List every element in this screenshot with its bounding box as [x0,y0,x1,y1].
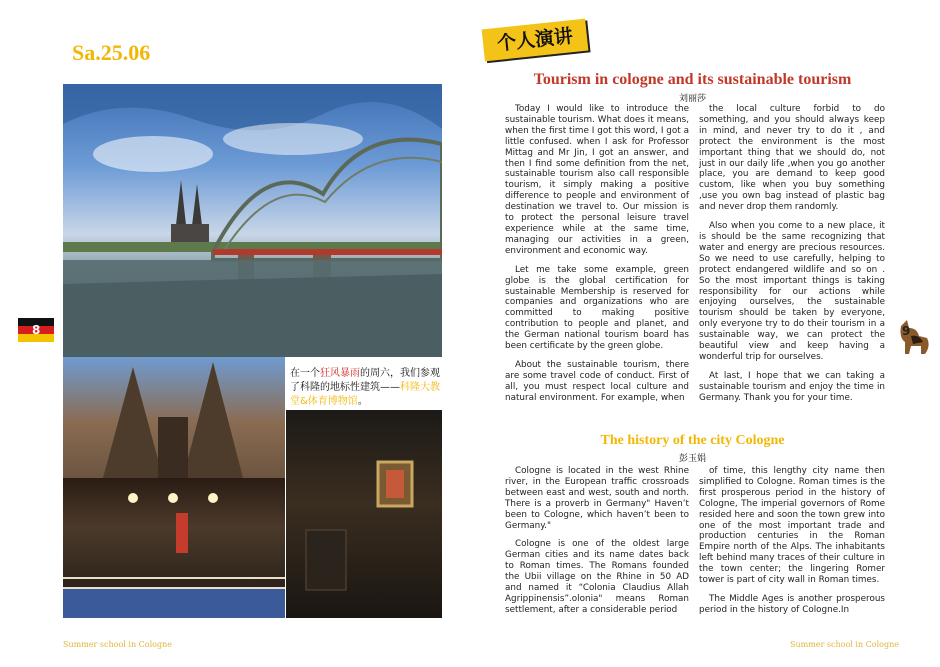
cathedral-illustration [63,357,285,478]
photo-caption: 在一个狂风暴雨的周六，我们参观了科隆的地标性建筑——科隆大教堂&体育博物馆。 [290,368,440,407]
footer-right: Summer school in Cologne [790,640,899,649]
article1-column-1 [505,104,689,412]
article1-title: Tourism in cologne and its sustainable tourism [533,71,852,88]
bridge-cathedral-photo [63,84,442,357]
bridge-illustration [63,84,442,357]
paragraph: Let me take some example, green globe is the global certification for sustainable Membership is reserved for companies and organizations who are committed to making positive contribution to people and planet, and the German national tourism board has been certificate by the green globe. [505,264,689,352]
issue-date: Sa.25.06 [72,40,151,65]
paragraph: the local culture forbid to do something, and you should always keep in mind, and never try to do it , and protect the environment is the most important thing that we should do, not just in our daily life ,when you go another place, you are demand to keep good custom, like when you buy something ,use you own bag instead of plastic bag and never drop them randomly. [699,104,885,213]
museum-exhibit-photo [286,410,442,618]
section-badge: 个人演讲 [482,19,589,62]
paragraph: The Middle Ages is another prosperous period in the history of Cologne.In [699,593,885,615]
article2-title: The history of the city Cologne [600,433,785,448]
paragraph: Today I would like to introduce the sustainable tourism. What does it means, when the first time I got this word, I got a little confused. when I ask for Professor Mittag and Mr Jin, I got an answer, and then I find some definition from the net, sustainable tourism also call responsible tourism, it simply making a positive difference to people and environment of destination we travel to. Our mission is to protect the personal leisure travel experience while at the same time, managing our activities in a green, environment and economic way. [505,104,689,256]
article2-column-2 [699,466,885,624]
paragraph: of time, this lengthy city name then simplified to Cologne. Roman times is the first prosperous period in the history of Cologne, The imperial governors of Rome resided here and soon the town grew into one of the most important trade and production centuries in the Roman Empire north of the Alps. The inhabitants left behind many traces of their culture in the town center; the lingering Romer tower is part of city wall in Roman times. [699,466,885,586]
paragraph: Cologne is located in the west Rhine river, in the European traffic crossroads between east and west, south and north. There is a proverb in Germany" Haven’t been to Cologne, which haven’t been to Germany." [505,466,689,531]
paragraph: About the sustainable tourism, there are some travel code of conduct. First of all, you must respect local culture and natural environment. For example, when [505,359,689,403]
article1-column-2 [699,104,885,412]
paragraph: Cologne is one of the oldest large German cities and its name dates back to Roman times. The Romans founded the Ubii village on the Rhine in 50 AD and named it “Colonia Claudius Allah Agrippinensis”.olonia" means Roman settlement, after a considerable period [505,539,689,615]
paragraph: Also when you come to a new place, it is should be the same recognizing that water and energy are precious resources. So we need to use carefully, helping to protect endangered wildlife and so on . So the most important things is taking responsibility for our actions while enjoying ourselves, the sustainable tourism should be taken by everyone, only everyone try to do their tourism in a sustainable way, we can protect the beautiful view and keep having a wonderful trip for ourselves. [699,221,885,362]
article1-author: 刘丽莎 [678,94,706,104]
article2-column-1 [505,466,689,624]
exhibit-illustration [286,410,442,618]
boxing-ring-illustration [63,478,285,618]
page-number-right: 9 [902,324,911,338]
dog-icon [893,318,933,358]
paragraph: At last, I hope that we can taking a sustainable tourism and enjoy the time in Germany. Thank you for your time. [699,370,885,403]
footer-left: Summer school in Cologne [63,640,172,649]
page-number-left: 8 [32,323,41,337]
boxing-ring-photo [63,478,285,618]
article2-author: 彭玉娟 [678,454,706,464]
